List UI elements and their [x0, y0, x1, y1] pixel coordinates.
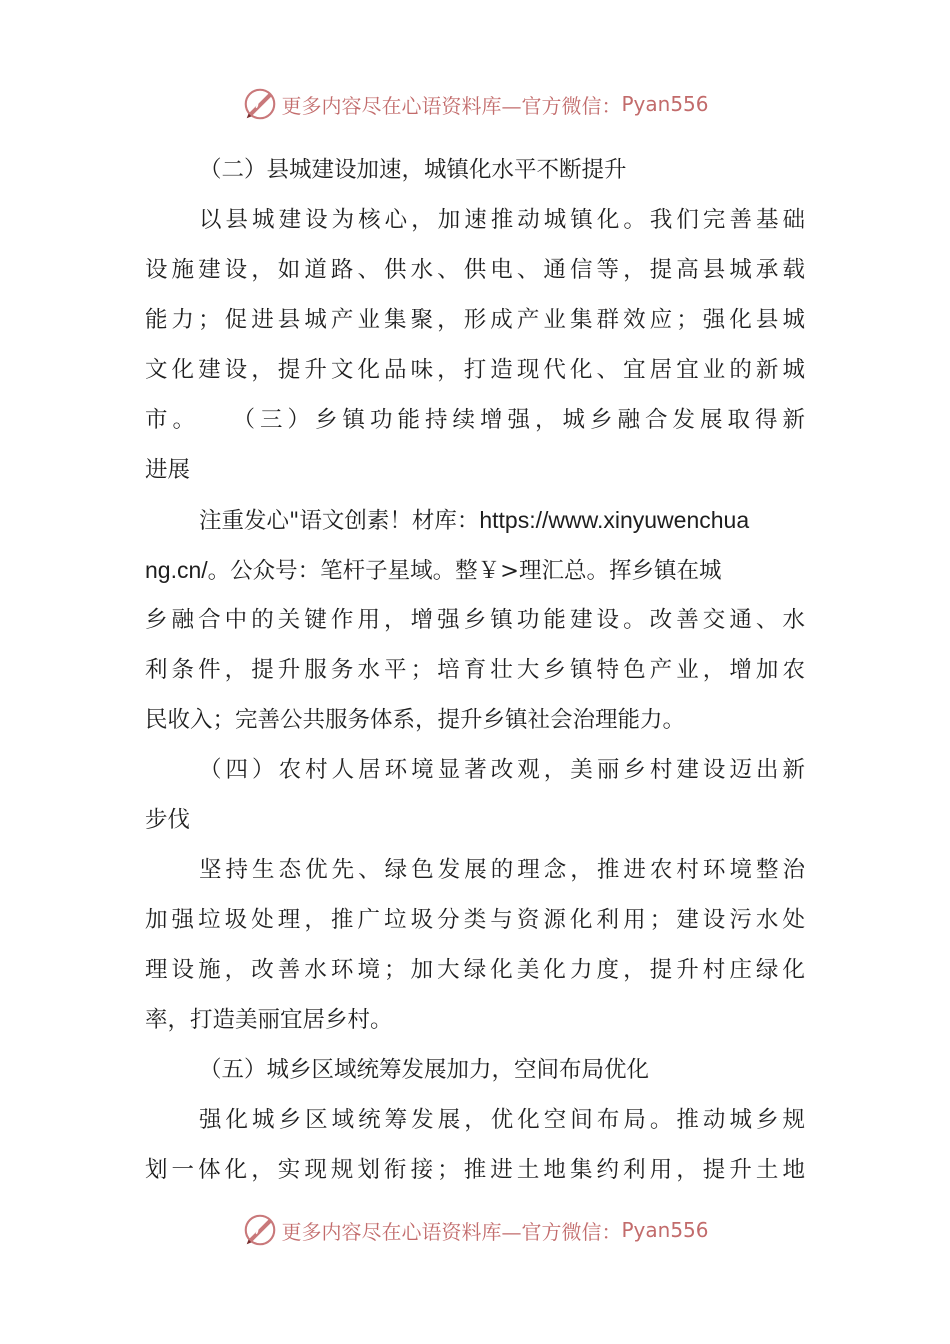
banner-text: 更多内容尽在心语资料库—官方微信： — [281, 1219, 622, 1244]
pen-logo-icon — [241, 85, 279, 123]
paragraph-line: 利条件，提升服务水平；培育壮大乡镇特色产业，增加农 — [145, 657, 805, 683]
paragraph-line-with-url — [145, 545, 805, 595]
section-heading-4-cont: 步伐 — [145, 807, 191, 833]
paragraph-line: 坚持生态优先、绿色发展的理念，推进农村环境整治 — [199, 857, 805, 883]
banner-wechat-id: Pyan556 — [621, 92, 709, 116]
paragraph-line: 强化城乡区域统筹发展，优化空间布局。推动城乡规 — [199, 1107, 805, 1133]
website-url: https://www.xinyuwenchua — [479, 507, 750, 533]
footer-banner — [0, 1210, 950, 1250]
paragraph-line: 加强垃圾处理，推广垃圾分类与资源化利用；建设污水处 — [145, 907, 805, 933]
paragraph-line: 进展 — [145, 457, 191, 483]
website-url-tail: ng.cn/ — [145, 557, 208, 583]
paragraph-line: 理设施，改善水环境；加大绿化美化力度，提升村庄绿化 — [145, 957, 805, 983]
paragraph-line: 率，打造美丽宜居乡村。 — [145, 1007, 393, 1033]
paragraph-line: 能力；促进县城产业集聚，形成产业集群效应；强化县城 — [145, 307, 805, 333]
paragraph-line: 以县城建设为核心，加速推动城镇化。我们完善基础 — [199, 207, 805, 233]
pen-logo-icon — [241, 1211, 279, 1249]
section-heading-4: （四）农村人居环境显著改观，美丽乡村建设迈出新 — [199, 757, 805, 783]
paragraph-line: 市。 （三）乡镇功能持续增强，城乡融合发展取得新 — [145, 407, 805, 433]
banner-wechat-id: Pyan556 — [621, 1218, 709, 1242]
paragraph-line: 民收入；完善公共服务体系，提升乡镇社会治理能力。 — [145, 707, 686, 733]
header-banner — [0, 84, 950, 124]
section-heading-5: （五）城乡区域统筹发展加力，空间布局优化 — [199, 1057, 650, 1083]
banner-text: 更多内容尽在心语资料库—官方微信： — [281, 93, 622, 118]
section-heading-2: （二）县城建设加速，城镇化水平不断提升 — [199, 157, 627, 183]
paragraph-text: 。公众号：笔杆子星域。整￥>理汇总。挥乡镇在城 — [207, 558, 722, 584]
paragraph-line: 设施建设，如道路、供水、供电、通信等，提高县城承载 — [145, 257, 805, 283]
paragraph-line: 划一体化，实现规划衔接；推进土地集约利用，提升土地 — [145, 1157, 805, 1183]
paragraph-line: 乡融合中的关键作用，增强乡镇功能建设。改善交通、水 — [145, 607, 805, 633]
paragraph-text: 注重发心"语文创素！材库： — [199, 508, 480, 534]
paragraph-line-with-url — [145, 495, 805, 545]
paragraph-line: 文化建设，提升文化品味，打造现代化、宜居宜业的新城 — [145, 357, 805, 383]
